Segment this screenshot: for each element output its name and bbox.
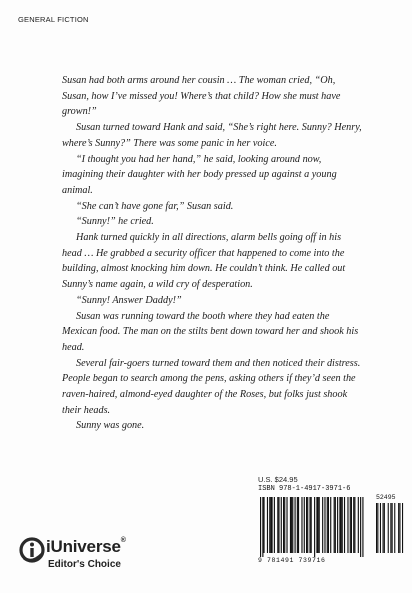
isbn-text: ISBN 978-1-4917-3971-6 xyxy=(258,485,351,493)
iuniverse-swirl-icon xyxy=(18,536,46,564)
blurb-paragraph: “Sunny! Answer Daddy!” xyxy=(76,294,182,306)
isbn-barcode xyxy=(258,485,406,568)
blurb-paragraph: Several fair-goers turned toward them and then noticed their distress. People began to search among the pens, asking others if they’d seen the raven-haired, almond-eyed daughter of the Roses, but folks just shook their heads. xyxy=(62,357,361,416)
price-label: U.S. $24.95 xyxy=(258,475,298,484)
publisher-logo xyxy=(18,536,168,576)
category-label: GENERAL FICTION xyxy=(18,15,89,24)
blurb-paragraph: Susan turned toward Hank and said, “She’s right here. Sunny? Henry, where’s Sunny?” There was some panic in her voice. xyxy=(62,122,362,149)
blurb-paragraph: Susan was running toward the booth where they had eaten the Mexican food. The man on the stilts bent down toward her and shook his head. xyxy=(62,310,359,353)
barcode-number: 9 781491 739716 xyxy=(258,557,326,564)
blurb-paragraph: Sunny was gone. xyxy=(76,420,145,432)
barcode-addon-number: 52495 xyxy=(376,494,396,501)
blurb-paragraph: Hank turned quickly in all directions, alarm bells going off in his head … He grabbed a security officer that happened to come into the building, almost knocking him down. He couldn’t think. He called out Sunny’s name again, a wild cry of desperation. xyxy=(62,232,346,291)
blurb-text xyxy=(62,73,362,434)
blurb-paragraph: Susan had both arms around her cousin … The woman cried, “Oh, Susan, how I’ve missed you! Where’s that child? How she must have grown!” xyxy=(62,75,341,118)
barcode-image xyxy=(258,495,406,557)
blurb-paragraph: “She can’t have gone far,” Susan said. xyxy=(76,200,234,212)
logo-name: iUniverse® xyxy=(46,537,126,556)
blurb-paragraph: “Sunny!” he cried. xyxy=(76,216,154,228)
logo-tagline: Editor's Choice xyxy=(48,559,121,570)
blurb-paragraph: “I thought you had her hand,” he said, looking around now, imagining their daughter with her body pressed up against a young animal. xyxy=(62,153,337,196)
